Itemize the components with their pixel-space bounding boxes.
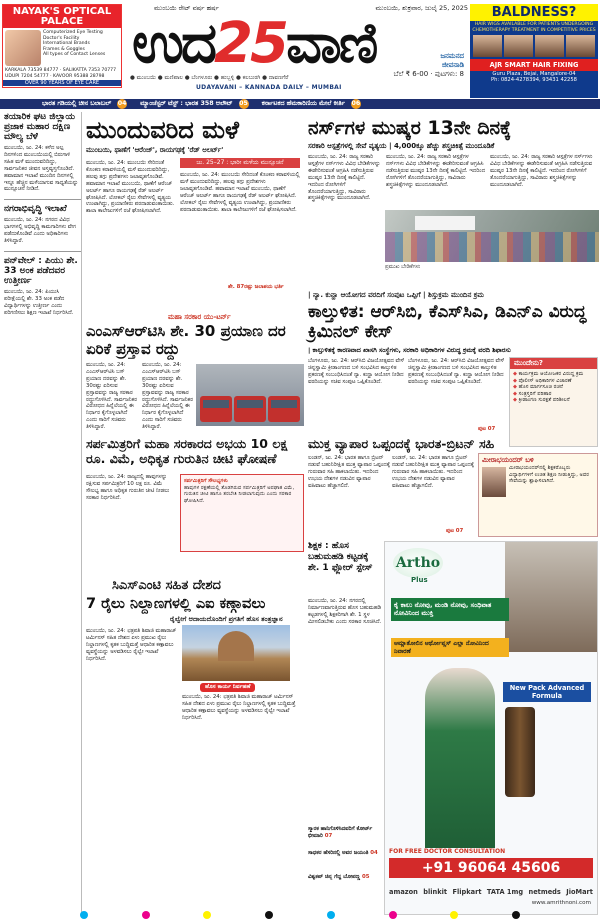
lead-body: ಮುಂಬಯಿ, ಜು. 24: ಮುಂಬಯಿ ಸೇರಿದಂತೆ ಕೊಂಕಣ ಕರಾವಳಿಯಲ್ಲಿ ಮಳೆ ಮುಂದುವರಿದಿದ್ದು, ಹಲವು ತಗ್ಗು ಪ್ರದೇಶಗಳು ಜಲಾವೃತಗೊಂಡಿವೆ. ಹವಾಮಾನ ಇಲಾಖೆ ಮುಂಬಯಿ, ಥಾಣೆಗೆ ಆರೆಂಜ್ ಅಲರ್ಟ್ ಹಾಗೂ ರಾಯಗಢಕ್ಕೆ ರೆಡ್ ಅಲರ್ಟ್ ಘೋಷಿಸಿದೆ. ಲೋಕಲ್ ರೈಲು ಸೇವೆಗಳಲ್ಲಿ ವ್ಯತ್ಯಯ ಉಂಟಾಗಿದ್ದು, ಪ್ರಯಾಣಿಕರು ಪರದಾಡುವಂತಾಯಿತು. ಶಾಲಾ ಕಾಲೇಜುಗಳಿಗೆ ರಜೆ ಘೋಷಿಸಲಾಗಿದೆ. [86,160,175,215]
ad-model-figure [425,668,495,848]
nurse-strike-subhead: ಸರಕಾರಿ ಆಸ್ಪತ್ರೆಗಳಲ್ಲಿ ಸೇವೆ ವ್ಯತ್ಯಯ | 4,000ಕ್ಕೂ ಹೆಚ್ಚು ಶಸ್ತ್ರಚಿಕಿತ್ಸೆ ಮುಂದೂಡಿಕೆ [308,142,495,150]
fare-body: ಮುಂಬಯಿ, ಜು. 24: ಎಂಎಸ್‌ಆರ್‌ಟಿಸಿ ಬಸ್ ಪ್ರಯಾಣ ದರವನ್ನು ಶೇ. 30ರಷ್ಟು ಏರಿಸುವ ಪ್ರಸ್ತಾವವನ್ನು ರಾಜ್ಯ ಸರಕಾರ ರದ್ದುಗೊಳಿಸಿದೆ. ಸಾರ್ವಜನಿಕರ ವಿರೋಧದ ಹಿನ್ನೆಲೆಯಲ್ಲಿ ಈ ನಿರ್ಧಾರ ಕೈಗೊಳ್ಳಲಾಗಿದೆ ಎಂದು ಸಾರಿಗೆ ಸಚಿವರು ತಿಳಿಸಿದ್ದಾರೆ. [86,362,137,431]
ticker-item[interactable]: ಭಾರತ ಗಡಿಯಲ್ಲಿ ಚೀನ ಬಲಾಬಲ್ 04 [42,100,127,107]
trade-deal-headline[interactable]: ಮುಕ್ತ ವ್ಯಾಪಾರ ಒಪ್ಪಂದಕ್ಕೆ ಭಾರತ-ಬ್ರಿಟನ್ ಸಹಿ [308,436,495,451]
hair-ad-phone: Ph: 0824-4278394, 93431 42258 [491,77,577,83]
store-logos: amazon blinkit Flipkart TATA 1mg netmeds JioMart [389,888,593,896]
optical-ad-contacts: KARKALA 73539 84777 · SALIKATTA 7353 70777 UDUPI 7204 54777 · KAVOOR 95388 28798 [5,68,117,79]
hair-ad-subtext: HAIR WIGS AVAILABLE FOR PATIENTS UNDERGOING CHEMOTHERAPY TREATMENT IN COMPETITIVE PRICES [472,22,596,33]
print-registration-marks [0,911,600,919]
artho-slogan: ಕೈ ಕಾಲು ನೋವು, ಮಂಡಿ ನೋವು, ಸಂಧಿವಾತ ನೋವಿನಿಂದ ಮುಕ್ತಿ [391,598,509,621]
trade-deal-continued[interactable]: ಪುಟ 07 [446,528,464,534]
artho-plus-ad[interactable] [384,541,598,915]
cst-kicker: ಸಿಎಸ್‌ಎಂಟಿ ಸಹಿತ ದೇಶದ [112,578,221,593]
snake-benefits-box [180,474,304,552]
ad-model-portrait [505,542,597,652]
teacher-feature-text: ಮೀರಾಭಯಂದರ್‌ನಲ್ಲಿ ಶಿಕ್ಷಕರೊಬ್ಬರು ವಿದ್ಯಾರ್ಥಿಗಳಿಗೆ ಉಚಿತ ಶಿಕ್ಷಣ ನೀಡುತ್ತಿದ್ದು, ಅವರ ಸೇವೆಯನ್ನು ಶ್ಲಾಘಿಸಲಾಗಿದೆ. [509,465,590,485]
brief-item[interactable]: ವಿಶ್ವಕಪ್ ಚಿನ್ನ ಗೆದ್ದ ಬೋಪಣ್ಣ 05 [308,874,370,880]
cst-body: ಮುಂಬಯಿ, ಜು. 24: ಛತ್ರಪತಿ ಶಿವಾಜಿ ಮಹಾರಾಜ್ ಟರ್ಮಿನಸ್ ಸಹಿತ ದೇಶದ ಏಳು ಪ್ರಮುಖ ರೈಲು ನಿಲ್ದಾಣಗಳಲ್ಲಿ ಕೃತಕ ಬುದ್ಧಿಮತ್ತೆ ಆಧಾರಿತ ಕಣ್ಗಾವಲು ವ್ಯವಸ್ಥೆಯನ್ನು ಅಳವಡಿಸಲು ರೈಲ್ವೇ ಇಲಾಖೆ ನಿರ್ಧರಿಸಿದೆ. [86,628,177,662]
nurse-strike-body-continued: ಮುಂಬಯಿ, ಜು. 24: ರಾಜ್ಯ ಸರಕಾರಿ ಆಸ್ಪತ್ರೆಗಳ ನರ್ಸ್‌ಗಳು ವಿವಿಧ ಬೇಡಿಕೆಗಳನ್ನು ಈಡೇರಿಸುವಂತೆ ಆಗ್ರಹಿಸಿ ನಡೆಸುತ್ತಿರುವ ಮುಷ್ಕರ 13ನೇ ದಿನಕ್ಕೆ ಕಾಲಿಟ್ಟಿದೆ. ಇದರಿಂದ ರೋಗಿಗಳಿಗೆ ತೊಂದರೆಯಾಗುತ್ತಿದ್ದು, ಸಾವಿರಾರು ಶಸ್ತ್ರಚಿಕಿತ್ಸೆಗಳನ್ನು ಮುಂದೂಡಲಾಗಿದೆ. [386,154,486,188]
left-story-body: ಮುಂಬಯಿ, ಜು. 24: ನಗರದ ವಿವಿಧ ಭಾಗಗಳಲ್ಲಿ ಅಭಿವೃದ್ಧಿ ಕಾಮಗಾರಿಗಳು ವೇಗ ಪಡೆದುಕೊಂಡಿವೆ ಎಂದು ಅಧಿಕಾರಿಗಳು ತಿಳಿಸಿದ್ದಾರೆ. [4,217,76,245]
cst-photo-label: ಹೊಸ ಕಾರ್ಯ ನಿರ್ವಹಣೆ [200,683,255,692]
product-bottle [505,707,535,797]
artho-logo-sub: Plus [411,576,428,584]
criminal-case-headline[interactable]: ಕಾಲ್ತುಳಿತ: ಆರ್‌ಸಿಬಿ, ಕೆಎಸ್‌ಸಿಎ, ಡಿಎನ್‌ಎ ವಿರುದ್ಧ ಕ್ರಿಮಿನಲ್ ಕೇಸ್ [308,302,587,342]
left-story-headline: ಪನ್‌ವೇಲ್ : ಪಿಯು ಶೇ. 33 ಅಂಕ ಪಡೆದವರ ಉತ್ತೀರ್ಣ [4,255,78,286]
whats-next-list: ◆ ಕಾರ್ಯಕ್ರಮ ಆಯೋಜಕರ ವಿರುದ್ಧ ಕ್ರಮ ◆ ಪೊಲೀಸ್ ಅಧಿಕಾರಿಗಳ ವಿಚಾರಣೆ ◆ ಹೊಸ ಮಾರ್ಗಸೂಚಿ ರಚನೆ ◆ ಸಂತ್ರಸ್ತರಿಗೆ ಪರಿಹಾರ ◆ ಕ್ರೀಡಾಂಗಣ ಸುರಕ್ಷತೆ ಪರಿಶೀಲನೆ [510,369,597,406]
left-story[interactable] [4,256,81,317]
snake-benefits-title: ಸರ್ಪಮಿತ್ರರಿಗೆ ಸೌಲಭ್ಯಗಳು [184,478,228,484]
artho-slogan-secondary: ಆಮ್ಲಾತೋಲಿನ ಆರ್ಥೋಪ್ಲಸ್ ಎಲ್ಲಾ ನೋವಿನಿಂದ ನಿವಾರಣೆ [391,638,509,657]
nurse-strike-headline[interactable]: ನರ್ಸ್‌ಗಳ ಮುಷ್ಕರ 13ನೇ ದಿನಕ್ಕೆ [308,117,512,139]
artho-new-pack: New Pack Advanced Formula [503,682,591,702]
cst-subhead: ರೈಲ್ವೇಗೆ ಆದಾಯದೊಂದಿಗೆ ಪ್ರಗತಿಗೆ ಹೊಸ ತಂತ್ರಜ್ಞಾನ [170,615,283,623]
masthead-editions: ● ಮುಂಬಯಿ ● ಮಣಿಪಾಲ ● ಬೆಂಗಳೂರು ● ಹುಬ್ಬಳ್ಳಿ ● ಕಲಬುರಗಿ ● ದಾವಣಗೆರೆ [130,75,289,81]
ticker-item[interactable]: ಕರ್ನಾಟಕದ ಹೆಮಕಾರಿಣಿಯ ಮೇಲೆ ಕೀರ್ತಿ 06 [261,100,361,107]
teacher-photo [482,467,506,497]
nurse-strike-body: ಮುಂಬಯಿ, ಜು. 24: ರಾಜ್ಯ ಸರಕಾರಿ ಆಸ್ಪತ್ರೆಗಳ ನರ್ಸ್‌ಗಳು ವಿವಿಧ ಬೇಡಿಕೆಗಳನ್ನು ಈಡೇರಿಸುವಂತೆ ಆಗ್ರಹಿಸಿ ನಡೆಸುತ್ತಿರುವ ಮುಷ್ಕರ 13ನೇ ದಿನಕ್ಕೆ ಕಾಲಿಟ್ಟಿದೆ. ಇದರಿಂದ ರೋಗಿಗಳಿಗೆ ತೊಂದರೆಯಾಗುತ್ತಿದ್ದು, ಸಾವಿರಾರು ಶಸ್ತ್ರಚಿಕಿತ್ಸೆಗಳನ್ನು ಮುಂದೂಡಲಾಗಿದೆ. [308,154,381,202]
optical-ad-photo [5,30,41,66]
masthead [124,4,468,92]
nurse-photo-caption: ಪ್ರಮುಖ ಬೇಡಿಕೆಗಳು [385,264,421,270]
bus-depot-photo[interactable] [196,364,304,426]
snake-rescuers-headline[interactable]: ಸರ್ಪಮಿತ್ರರಿಗೆ ಮಹಾ ಸರಕಾರದ ಅಭಯ 10 ಲಕ್ಷ ರೂ. ವಿಮೆ, ಅಧಿಕೃತ ಗುರುತಿನ ಚೀಟಿ ಘೋಷಣೆ [86,436,288,466]
artho-phone[interactable]: +91 96064 45606 [389,858,593,878]
left-story-body: ಮುಂಬಯಿ, ಜು. 24: ಪಿಯುಸಿ ಪರೀಕ್ಷೆಯಲ್ಲಿ ಶೇ. 33 ಅಂಕ ಪಡೆದ ವಿದ್ಯಾರ್ಥಿಗಳನ್ನು ಉತ್ತೀರ್ಣ ಎಂದು ಪರಿಗಣಿಸಲು ಶಿಕ್ಷಣ ಇಲಾಖೆ ನಿರ್ಧರಿಸಿದೆ. [4,288,74,316]
lead-body-continued: ಮುಂಬಯಿ, ಜು. 24: ಮುಂಬಯಿ ಸೇರಿದಂತೆ ಕೊಂಕಣ ಕರಾವಳಿಯಲ್ಲಿ ಮಳೆ ಮುಂದುವರಿದಿದ್ದು, ಹಲವು ತಗ್ಗು ಪ್ರದೇಶಗಳು ಜಲಾವೃತಗೊಂಡಿವೆ. ಹವಾಮಾನ ಇಲಾಖೆ ಮುಂಬಯಿ, ಥಾಣೆಗೆ ಆರೆಂಜ್ ಅಲರ್ಟ್ ಹಾಗೂ ರಾಯಗಢಕ್ಕೆ ರೆಡ್ ಅಲರ್ಟ್ ಘೋಷಿಸಿದೆ. ಲೋಕಲ್ ರೈಲು ಸೇವೆಗಳಲ್ಲಿ ವ್ಯತ್ಯಯ ಉಂಟಾಗಿದ್ದು, ಪ್ರಯಾಣಿಕರು ಪರದಾಡುವಂತಾಯಿತು. ಶಾಲಾ ಕಾಲೇಜುಗಳಿಗೆ ರಜೆ ಘೋಷಿಸಲಾಗಿದೆ. [180,172,300,213]
nurse-strike-body-continued: ಮುಂಬಯಿ, ಜು. 24: ರಾಜ್ಯ ಸರಕಾರಿ ಆಸ್ಪತ್ರೆಗಳ ನರ್ಸ್‌ಗಳು ವಿವಿಧ ಬೇಡಿಕೆಗಳನ್ನು ಈಡೇರಿಸುವಂತೆ ಆಗ್ರಹಿಸಿ ನಡೆಸುತ್ತಿರುವ ಮುಷ್ಕರ 13ನೇ ದಿನಕ್ಕೆ ಕಾಲಿಟ್ಟಿದೆ. ಇದರಿಂದ ರೋಗಿಗಳಿಗೆ ತೊಂದರೆಯಾಗುತ್ತಿದ್ದು, ಸಾವಿರಾರು ಶಸ್ತ್ರಚಿಕಿತ್ಸೆಗಳನ್ನು ಮುಂದೂಡಲಾಗಿದೆ. [490,154,593,188]
left-story-headline: ನಗರಾಭಿವೃದ್ಧಿ ಇಲಾಖೆ [4,204,67,215]
masthead-date: ಮುಂಬಯಿ, ಶುಕ್ರವಾರ, ಜುಲೈ 25, 2025 [375,4,468,12]
criminal-case-body-continued: ಬೆಂಗಳೂರು, ಜು. 24: ಆರ್‌ಸಿಬಿ ವಿಜಯೋತ್ಸವದ ವೇಳೆ ಚಿನ್ನಸ್ವಾಮಿ ಕ್ರೀಡಾಂಗಣದ ಬಳಿ ಸಂಭವಿಸಿದ ಕಾಲ್ತುಳಿತ ಪ್ರಕರಣಕ್ಕೆ ಸಂಬಂಧಿಸಿದಂತೆ ನ್ಯಾ. ಕುನ್ಹಾ ಆಯೋಗ ನೀಡಿದ ವರದಿಯನ್ನು ಸಚಿವ ಸಂಪುಟ ಒಪ್ಪಿಕೊಂಡಿದೆ. [408,358,504,385]
optical-ad-footer: OVER 90 YEARS OF EYE CARE [3,80,121,86]
criminal-case-body: ಬೆಂಗಳೂರು, ಜು. 24: ಆರ್‌ಸಿಬಿ ವಿಜಯೋತ್ಸವದ ವೇಳೆ ಚಿನ್ನಸ್ವಾಮಿ ಕ್ರೀಡಾಂಗಣದ ಬಳಿ ಸಂಭವಿಸಿದ ಕಾಲ್ತುಳಿತ ಪ್ರಕರಣಕ್ಕೆ ಸಂಬಂಧಿಸಿದಂತೆ ನ್ಯಾ. ಕುನ್ಹಾ ಆಯೋಗ ನೀಡಿದ ವರದಿಯನ್ನು ಸಚಿವ ಸಂಪುಟ ಒಪ್ಪಿಕೊಂಡಿದೆ. [308,358,404,385]
hair-ad-photos [470,34,598,58]
artho-consult-label: FOR FREE DOCTOR CONSULTATION [389,848,506,855]
lead-alert-banner: ಜು. 25–27 : ಭಾರೀ ಮಳೆಯ ಮುನ್ಸೂಚನೆ [180,158,300,168]
brief-item[interactable]: ಸಾಧಕರ ಹೆಸರಿನಲ್ಲಿ ಅವರ ಜಯಂತಿ 04 [308,850,378,856]
artho-website[interactable]: www.amrithnoni.com [531,900,591,906]
protest-banner [415,216,475,230]
masthead-tagline: ಜನಮನದ ಜೀವನಾಡಿ ಬೆಲೆ ₹ 6-00 · ಪುಟಗಳು: 8 [393,52,464,78]
ticker-item[interactable]: ಮ್ಯಾಂಚೆಸ್ಟರ್ ಟೆಸ್ಟ್ : ಭಾರತ 358 ಆಲೌಟ್ 05 [140,100,248,107]
fare-kicker: ಮಹಾ ಸರಕಾರ ಯು-ಟರ್ನ್ [168,313,231,321]
news-ticker [0,99,600,109]
criminal-case-subhead: | ಕಾಲ್ತುಳಿತಕ್ಕೆ ಕಾರಣವಾದ ಖಾಸಗಿ ಸಂಸ್ಥೆಗಳು, ಸರಕಾರಿ ಅಧಿಕಾರಿಗಳ ವಿರುದ್ಧ ಕ್ರಮಕ್ಕೆ ವರದಿ ಶಿಫಾರಸು [308,346,511,354]
nurse-strike-photo[interactable] [385,210,599,262]
divider [4,199,81,200]
artho-logo: Artho [393,548,443,578]
optical-ad-services: Computerized Eye Testing Doctor's Facility International Brands Frames & Goggles All types of Contact Lenses [43,30,106,58]
bus [268,396,300,422]
hair-ad-address: Guru Plaza, Bejai, Mangalore-04 [492,71,576,77]
teacher-feature-title: ಮೀರಾಭಯಂದರ್ ಬಳಿ [482,456,534,464]
left-story-body: ಮುಂಬಯಿ, ಜು. 24: ಕಳೆದ ಅಲ್ಪ ದಿನಗಳಿಂದ ಮುಂಬಯಿಯಲ್ಲಿ ಬಿರುಗಾಳಿ ಸಹಿತ ಮಳೆ ಮುಂದುವರಿದಿದ್ದು, ಸಾರ್ವಜನಿಕರ ಜೀವನ ಅಸ್ತವ್ಯಸ್ತಗೊಂಡಿದೆ. ಹವಾಮಾನ ಇಲಾಖೆ ಮುಂದಿನ ದಿನಗಳಲ್ಲಿ ಇನ್ನೂ ಹೆಚ್ಚಿನ ಮಳೆಯಾಗುವ ಸಾಧ್ಯತೆಯನ್ನು ಮುನ್ಸೂಚನೆ ನೀಡಿದೆ. [4,145,79,193]
masthead-city: ಮುಂಬಯಿ ರೇಟ್ ವರ್ಷ ಹರ್ಷ [154,4,219,12]
bus [234,396,266,422]
left-column [4,112,82,912]
cst-headline[interactable]: 7 ರೈಲು ನಿಲ್ದಾಣಗಳಲ್ಲಿ ಎಐ ಕಣ್ಗಾವಲು [86,596,266,612]
fare-body-continued: ಮುಂಬಯಿ, ಜು. 24: ಎಂಎಸ್‌ಆರ್‌ಟಿಸಿ ಬಸ್ ಪ್ರಯಾಣ ದರವನ್ನು ಶೇ. 30ರಷ್ಟು ಏರಿಸುವ ಪ್ರಸ್ತಾವವನ್ನು ರಾಜ್ಯ ಸರಕಾರ ರದ್ದುಗೊಳಿಸಿದೆ. ಸಾರ್ವಜನಿಕರ ವಿರೋಧದ ಹಿನ್ನೆಲೆಯಲ್ಲಿ ಈ ನಿರ್ಧಾರ ಕೈಗೊಳ್ಳಲಾಗಿದೆ ಎಂದು ಸಾರಿಗೆ ಸಚಿವರು ತಿಳಿಸಿದ್ದಾರೆ. [142,362,193,431]
floor-space-headline[interactable]: ಶಿಕ್ಷಕ : ಹೊಸ ಬಹುಮಹಡಿ ಕಟ್ಟಡಕ್ಕೆ ಶೇ. 1 ಫ್ಲೋರ್ ಸ್ಪೇಸ್ [308,541,373,573]
trade-deal-body-continued: ಲಂಡನ್, ಜು. 24: ಭಾರತ ಹಾಗೂ ಬ್ರಿಟನ್ ನಡುವೆ ಬಹುನಿರೀಕ್ಷಿತ ಮುಕ್ತ ವ್ಯಾಪಾರ ಒಪ್ಪಂದಕ್ಕೆ ಗುರುವಾರ ಸಹಿ ಹಾಕಲಾಯಿತು. ಇದರಿಂದ ಉಭಯ ದೇಶಗಳ ನಡುವಿನ ವ್ಯಾಪಾರ ವಹಿವಾಟು ಹೆಚ್ಚಾಗಲಿದೆ. [392,455,474,489]
optical-ad[interactable] [2,4,122,88]
floor-space-body: ಮುಂಬಯಿ, ಜು. 24: ನಗರದಲ್ಲಿ ನಿರ್ಮಾಣವಾಗುತ್ತಿರುವ ಹೊಸ ಬಹುಮಹಡಿ ಕಟ್ಟಡಗಳಲ್ಲಿ ಶಿಕ್ಷಕರಿಗಾಗಿ ಶೇ. 1 ಸ್ಥಳ ಮೀಸಲಿಡಬೇಕು ಎಂದು ಸರಕಾರ ಸೂಚಿಸಿದೆ. [308,598,382,625]
trade-deal-body: ಲಂಡನ್, ಜು. 24: ಭಾರತ ಹಾಗೂ ಬ್ರಿಟನ್ ನಡುವೆ ಬಹುನಿರೀಕ್ಷಿತ ಮುಕ್ತ ವ್ಯಾಪಾರ ಒಪ್ಪಂದಕ್ಕೆ ಗುರುವಾರ ಸಹಿ ಹಾಕಲಾಯಿತು. ಇದರಿಂದ ಉಭಯ ದೇಶಗಳ ನಡುವಿನ ವ್ಯಾಪಾರ ವಹಿವಾಟು ಹೆಚ್ಚಾಗಲಿದೆ. [308,455,390,489]
optical-ad-title: NAYAK'S OPTICAL PALACE [3,5,121,28]
cst-body-continued: ಮುಂಬಯಿ, ಜು. 24: ಛತ್ರಪತಿ ಶಿವಾಜಿ ಮಹಾರಾಜ್ ಟರ್ಮಿನಸ್ ಸಹಿತ ದೇಶದ ಏಳು ಪ್ರಮುಖ ರೈಲು ನಿಲ್ದಾಣಗಳಲ್ಲಿ ಕೃತಕ ಬುದ್ಧಿಮತ್ತೆ ಆಧಾರಿತ ಕಣ್ಗಾವಲು ವ್ಯವಸ್ಥೆಯನ್ನು ಅಳವಡಿಸಲು ರೈಲ್ವೇ ಇಲಾಖೆ ನಿರ್ಧರಿಸಿದೆ. [182,694,296,721]
left-story[interactable] [4,204,81,245]
hair-ad-strip: AJR SMART HAIR FIXING [470,59,598,71]
protesters [385,232,599,262]
criminal-case-continued[interactable]: ಪುಟ 07 [478,426,496,432]
hair-fixing-ad[interactable] [470,4,598,98]
lead-subhead: ಮುಂಬಯಿ, ಥಾಣೆಗೆ 'ಆರೆಂಜ್', ರಾಯಗಢಕ್ಕೆ 'ರೆಡ್ ಅಲರ್ಟ್' [86,146,224,154]
teacher-feature-box[interactable] [478,453,598,537]
whats-next-box [509,357,598,447]
snake-rescuers-body: ಮುಂಬಯಿ, ಜು. 24: ರಾಜ್ಯದಲ್ಲಿ ಹಾವುಗಳನ್ನು ರಕ್ಷಿಸುವ ಸರ್ಪಮಿತ್ರರಿಗೆ 10 ಲಕ್ಷ ರೂ. ವಿಮೆ ಸೌಲಭ್ಯ ಹಾಗೂ ಅಧಿಕೃತ ಗುರುತಿನ ಚೀಟಿ ನೀಡಲು ಸರಕಾರ ನಿರ್ಧರಿಸಿದೆ. [86,474,170,501]
divider [4,251,81,252]
hair-ad-title: BALDNESS? [470,4,598,21]
snake-benefits-text: ಹಾವುಗಳ ರಕ್ಷಣೆಯಲ್ಲಿ ತೊಡಗಿರುವ ಸರ್ಪಮಿತ್ರರಿಗೆ ಅಪಘಾತ ವಿಮೆ, ಗುರುತಿನ ಚೀಟಿ ಹಾಗೂ ತರಬೇತಿ ನೀಡಲಾಗುವುದು ಎಂದು ಸರಕಾರ ಘೋಷಿಸಿದೆ. [184,484,295,504]
whats-next-title: ಮುಂದೇನು? [510,358,597,369]
left-story[interactable] [4,112,81,193]
cst-station-photo[interactable] [182,625,290,681]
lead-headline[interactable]: ಮುಂದುವರಿದ ಮಳೆ [86,116,239,144]
brief-item[interactable]: ಸ್ಮಾರಕ ಹಾನಿಗೊಳಿಸಿದವರಿಗೆ ಕೋರ್ಟ್ ಛೀಮಾರಿ 07 [308,826,373,839]
bus [200,396,232,422]
fare-headline[interactable]: ಎಂಎಸ್‌ಆರ್‌ಟಿಸಿ ಶೇ. 30 ಪ್ರಯಾಣ ದರ ಏರಿಕೆ ಪ್ರಸ್ತಾವ ರದ್ದು [86,322,286,358]
left-story-headline: ತಯಾರಿಕ ಘಟ ಜಿಲ್ಲಾಯ ಪ್ರಜಾಕ ಮಹಾರ ದಕ್ಷಿಣ ಮೌಲ್ಯ ಬೆಳೆ [4,112,76,142]
newspaper-logo[interactable]: ಉದ25ವಾಣಿ [132,11,376,76]
masthead-english-line: UDAYAVANI – KANNADA DAILY – MUMBAI [196,84,342,91]
criminal-case-kicker: | ನ್ಯಾ. ಕುನ್ಹಾ ಆಯೋಗದ ವರದಿಗೆ ಸಂಪುಟ ಒಪ್ಪಿಗೆ | ಶಿಸ್ತುಕ್ರಮ ಮುಂದಿನ ಕ್ರಮ [308,291,484,299]
lead-box-title: ಶೇ. 87ರಷ್ಟು ಜಲಾಶಯ ಭರ್ತಿ [228,284,284,290]
